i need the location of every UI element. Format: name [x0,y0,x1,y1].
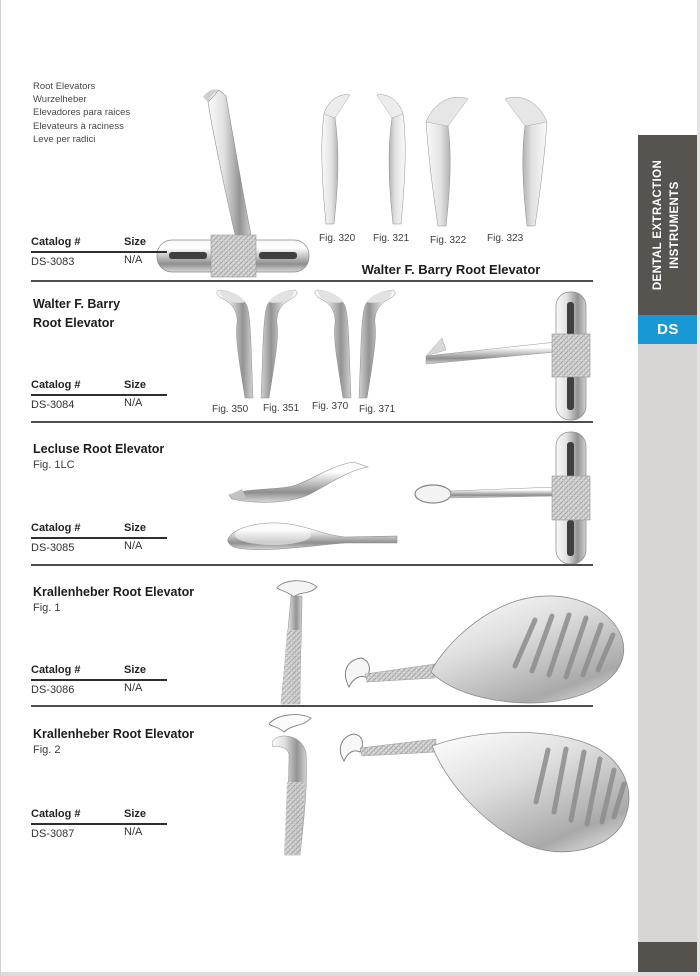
elevator-hooks-fig350-371-image [206,288,401,400]
page-edge-bottom [1,972,700,976]
product-name-es: Elevadores para raices [33,107,131,119]
section-divider [31,564,593,566]
lecluse-blade-top-image [223,515,398,560]
figure-note: Fig. 1LC [33,459,75,471]
size-header-label: Size [124,379,147,391]
size-header-label: Size [124,522,147,534]
catalog-number: DS-3083 [31,256,75,268]
catalog-table-header [31,808,167,825]
product-name-fr: Elevateurs à raciness [33,120,124,132]
section-heading: Krallenheber Root Elevator [33,585,195,599]
t-handle-elevator-horizontal-image [416,288,596,423]
catalog-number: DS-3087 [31,828,75,840]
catalog-number: DS-3084 [31,399,75,411]
figure-note: Fig. 2 [33,744,61,756]
product-name-it: Leve per radici [33,133,96,145]
catalog-header-label: Catalog # [31,808,81,820]
catalog-number: DS-3086 [31,684,75,696]
size-value: N/A [124,682,143,694]
sidebar-category-line2: INSTRUMENTS [669,181,681,269]
figure-label: Fig. 322 [430,235,467,246]
size-header-label: Size [124,236,147,248]
catalog-table-row [31,396,167,414]
size-value: N/A [124,397,143,409]
figure-label: Fig. 323 [487,233,524,244]
catalog-table-row [31,539,167,557]
section-divider [31,280,593,282]
size-value: N/A [124,826,143,838]
section-divider [31,705,593,707]
catalog-table-row [31,681,167,699]
sidebar-footer-block [638,942,698,976]
catalog-header-label: Catalog # [31,379,81,391]
catalog-table [31,808,167,843]
catalog-table-header [31,522,167,539]
catalog-table [31,379,167,414]
catalog-table-header [31,664,167,681]
product-name-list [33,80,130,146]
section-heading-line1: Walter F. Barry [33,297,121,311]
catalog-header-label: Catalog # [31,522,81,534]
t-handle-elevator-horizontal-image [411,428,596,568]
section-heading: Krallenheber Root Elevator [33,727,195,741]
size-header-label: Size [124,808,147,820]
figure-label: Fig. 371 [359,404,396,415]
t-handle-elevator-vertical-image [151,88,316,278]
catalog-table-header [31,379,167,396]
size-value: N/A [124,540,143,552]
elevator-tips-fig320-323-image [306,90,551,230]
figure-label: Fig. 321 [373,233,410,244]
catalog-table [31,236,167,271]
catalog-number: DS-3085 [31,542,75,554]
catalog-table [31,522,167,557]
catalog-table-header [31,236,167,253]
catalog-header-label: Catalog # [31,236,81,248]
figure-label: Fig. 350 [212,404,249,415]
sidebar-category-line1: DENTAL EXTRACTION [652,159,664,291]
catalog-header-label: Catalog # [31,664,81,676]
size-header-label: Size [124,664,147,676]
section-heading-line2: Root Elevator [33,316,115,330]
section-divider [31,421,593,423]
size-value: N/A [124,254,143,266]
figure-label: Fig. 370 [312,401,349,412]
krallenheber-front-view-image [263,712,321,857]
section-caption: Walter F. Barry Root Elevator [361,262,541,277]
section-heading [33,295,120,333]
product-name-en: Root Elevators [33,81,96,92]
catalog-table [31,664,167,699]
figure-label: Fig. 351 [263,403,300,414]
sidebar-section-tab [638,315,698,344]
catalog-table-row [31,253,167,271]
krallenheber-front-view-image [269,578,325,706]
product-name-de: Wurzelheber [33,94,87,106]
sidebar-section-code: DS [657,321,679,338]
krallenheber-handle-side-image [339,590,629,705]
sidebar-panel [638,344,698,942]
lecluse-blade-side-image [226,455,371,510]
figure-note: Fig. 1 [33,602,61,614]
section-heading: Lecluse Root Elevator [33,442,165,456]
figure-label: Fig. 320 [319,233,356,244]
catalog-table-row [31,825,167,843]
sidebar-category-label [650,130,686,320]
krallenheber-handle-side-image [336,718,636,858]
